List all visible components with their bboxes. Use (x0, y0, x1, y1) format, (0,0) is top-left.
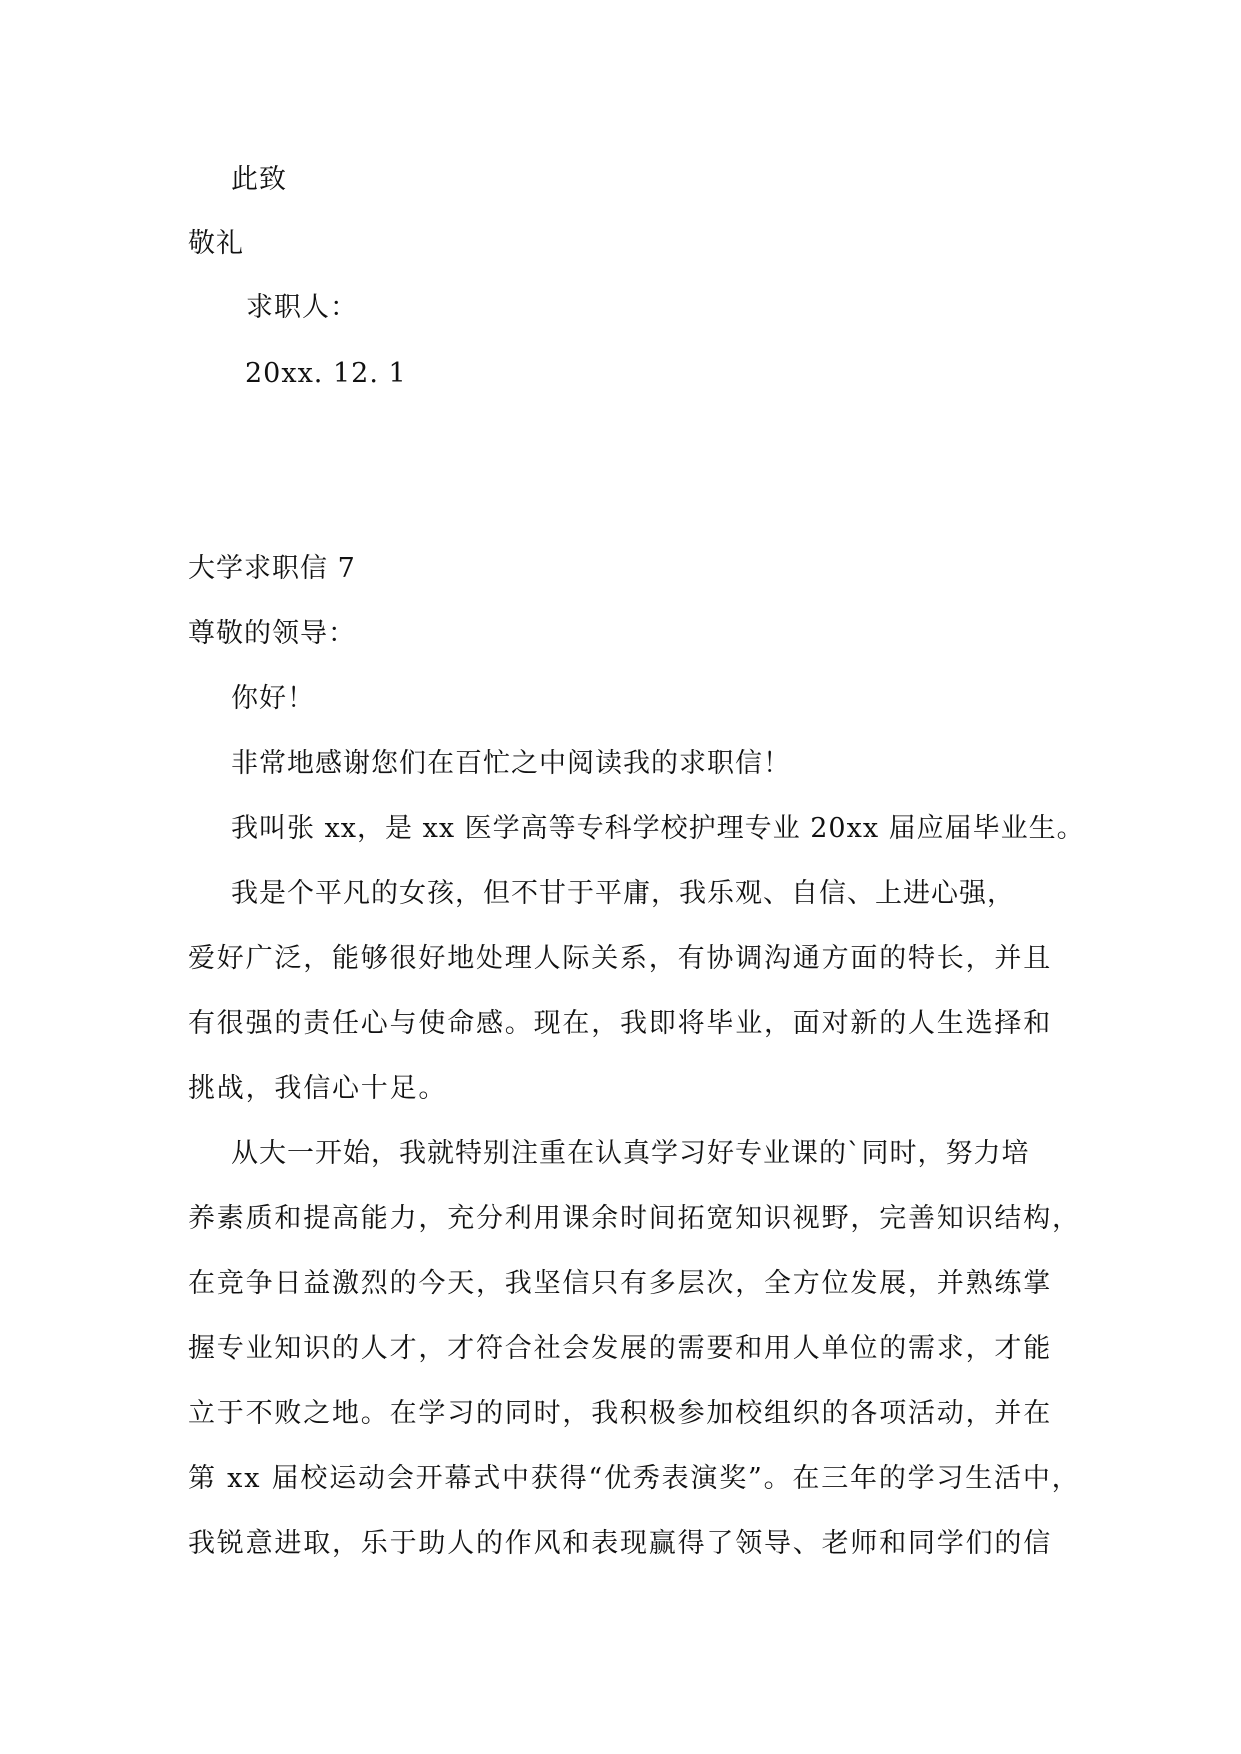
closing-regards: 敬礼 (188, 228, 244, 259)
letter-title: 大学求职信 7 (188, 553, 356, 584)
paragraph-line: 非常地感谢您们在百忙之中阅读我的求职信！ (231, 748, 791, 779)
paragraph-line: 握专业知识的人才，才符合社会发展的需要和用人单位的需求，才能 (188, 1333, 1052, 1364)
paragraph-line: 爱好广泛，能够很好地处理人际关系，有协调沟通方面的特长，并且 (188, 943, 1052, 974)
letter-greeting: 尊敬的领导： (188, 618, 356, 649)
paragraph-line: 有很强的责任心与使命感。现在，我即将毕业，面对新的人生选择和 (188, 1008, 1052, 1039)
letter-date: 20xx. 12. 1 (245, 358, 407, 389)
paragraph-line: 第 xx 届校运动会开幕式中获得“优秀表演奖”。在三年的学习生活中， (188, 1463, 1081, 1494)
paragraph-line: 我锐意进取，乐于助人的作风和表现赢得了领导、老师和同学们的信 (188, 1528, 1052, 1559)
paragraph-line: 在竞争日益激烈的今天，我坚信只有多层次，全方位发展，并熟练掌 (188, 1268, 1052, 1299)
paragraph-line: 我叫张 xx，是 xx 医学高等专科学校护理专业 20xx 届应届毕业生。 (231, 813, 1085, 844)
paragraph-line: 挑战，我信心十足。 (188, 1073, 448, 1104)
signer-label: 求职人： (246, 292, 358, 323)
paragraph-line: 我是个平凡的女孩，但不甘于平庸，我乐观、自信、上进心强， (231, 878, 1015, 909)
letter-hello: 你好！ (231, 683, 315, 714)
paragraph-line: 从大一开始，我就特别注重在认真学习好专业课的`同时，努力培 (231, 1138, 1030, 1169)
paragraph-line: 立于不败之地。在学习的同时，我积极参加校组织的各项活动，并在 (188, 1398, 1052, 1429)
closing-salutation: 此致 (231, 164, 287, 195)
paragraph-line: 养素质和提高能力，充分利用课余时间拓宽知识视野，完善知识结构， (188, 1203, 1081, 1234)
